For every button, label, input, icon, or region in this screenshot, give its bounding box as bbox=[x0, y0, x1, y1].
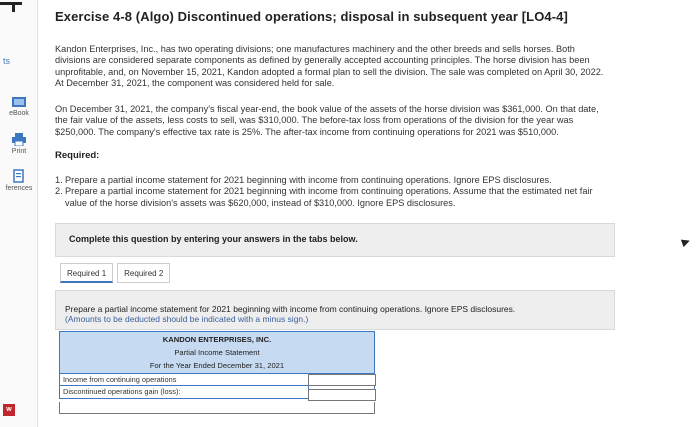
left-rail bbox=[0, 0, 38, 427]
tab-required-2[interactable]: Required 2 bbox=[117, 263, 170, 283]
statement-period: For the Year Ended December 31, 2021 bbox=[149, 361, 285, 370]
text-line: Kandon Enterprises, Inc., has two operating divisions; one manufactures machinery and the other breeds and sells horses. Both bbox=[55, 44, 575, 54]
amount-input-extra[interactable] bbox=[308, 389, 376, 401]
row-label: Income from continuing operations bbox=[60, 374, 309, 385]
text-line: unprofitable, and, on November 15, 2021, Kandon adopted a formal plan to sell the division. The sale was completed on April 30, 2022. bbox=[55, 66, 604, 77]
references-link[interactable] bbox=[0, 169, 38, 192]
print-label: Print bbox=[11, 148, 27, 155]
references-label: ferences bbox=[5, 185, 33, 192]
text-line: $250,000. The company's effective tax rate is 25%. The after-tax income from continuing operations for 2021 was $510,000. bbox=[55, 126, 559, 137]
prompt-text: Prepare a partial income statement for 2021 beginning with income from continuing operations. Ignore EPS disclosures. bbox=[65, 304, 516, 314]
instructions-text: Complete this question by entering your answers in the tabs below. bbox=[69, 234, 358, 244]
list-item bbox=[55, 175, 680, 186]
mouse-cursor-icon bbox=[681, 237, 691, 247]
empty-row[interactable] bbox=[59, 402, 375, 414]
ebook-label: eBook bbox=[9, 110, 29, 117]
amount-input-extra[interactable] bbox=[308, 374, 376, 386]
statement-name: Partial Income Statement bbox=[174, 348, 260, 357]
scenario-paragraph-2 bbox=[55, 104, 680, 138]
list-item-number: 1. bbox=[55, 175, 63, 185]
text-line: the fair value of the assets, less costs to sell, was $310,000. The before-tax loss from operations of the division for the year was bbox=[55, 115, 574, 126]
exercise-title: Exercise 4-8 (Algo) Discontinued operations; disposal in subsequent year [LO4-4] bbox=[55, 9, 568, 24]
requirements-list bbox=[55, 175, 680, 209]
tab-prompt bbox=[55, 290, 615, 330]
print-link[interactable] bbox=[0, 133, 38, 155]
book-icon bbox=[11, 96, 27, 108]
scenario-paragraph-1 bbox=[55, 44, 680, 90]
tab-required-1[interactable]: Required 1 bbox=[60, 263, 113, 283]
row-label: Discontinued operations gain (loss): bbox=[60, 386, 309, 398]
text-line: On December 31, 2021, the company's fiscal year-end, the book value of the assets of the horse division was $361,000. On that date, bbox=[55, 104, 599, 114]
rail-cut-label: ts bbox=[3, 56, 11, 66]
requirement-tabs bbox=[60, 263, 174, 283]
printer-icon bbox=[11, 133, 27, 146]
list-item-number: 2. bbox=[55, 186, 63, 197]
prompt-note: (Amounts to be deducted should be indicated with a minus sign.) bbox=[65, 314, 309, 324]
list-item-text: Prepare a partial income statement for 2021 beginning with income from continuing operations. Ignore EPS disclosures. bbox=[65, 175, 552, 185]
references-icon bbox=[12, 169, 26, 183]
list-item bbox=[55, 186, 680, 209]
instructions-banner bbox=[55, 223, 615, 257]
app-badge: w bbox=[3, 404, 15, 416]
plus-icon bbox=[0, 0, 22, 10]
list-item-text: Prepare a partial income statement for 2021 beginning with income from continuing operations. Assume that the estimated net fair bbox=[65, 186, 593, 197]
text-line: At December 31, 2021, the component was considered held for sale. bbox=[55, 78, 335, 89]
list-item-text: value of the horse division's assets was $620,000, instead of $310,000. Ignore EPS disclosures. bbox=[65, 197, 456, 208]
statement-header bbox=[59, 331, 375, 373]
required-heading: Required: bbox=[55, 150, 100, 161]
company-name: KANDON ENTERPRISES, INC. bbox=[162, 335, 272, 344]
ebook-link[interactable] bbox=[0, 96, 38, 117]
text-line: divisions are considered separate components as defined by generally accepted accounting principles. The horse division has been bbox=[55, 55, 590, 66]
